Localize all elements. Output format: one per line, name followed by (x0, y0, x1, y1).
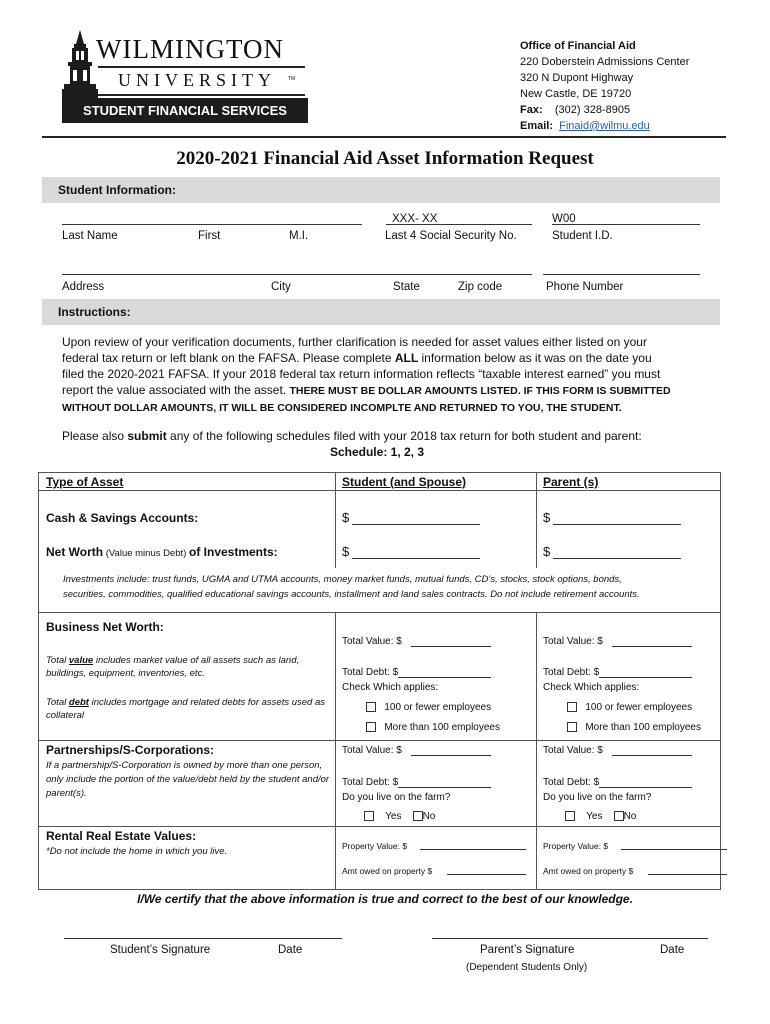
dependent-note: (Dependent Students Only) (466, 962, 588, 973)
col-divider (536, 472, 537, 568)
rental-student-owed: Amt owed on property $ (342, 866, 433, 876)
option-label: 100 or fewer employees (384, 702, 492, 713)
rental-student-owed-input[interactable] (447, 874, 526, 875)
office-address (520, 38, 689, 134)
schedules-note (62, 428, 712, 444)
no-checkbox[interactable] (614, 811, 624, 821)
ssn-line[interactable] (386, 224, 532, 225)
networth-label (46, 545, 278, 559)
instr-bold: submit (127, 429, 167, 443)
office-title: Office of Financial Aid (520, 40, 636, 52)
logo-divider (98, 66, 305, 68)
office-line2: 320 N Dupont Highway (520, 72, 634, 84)
cash-student-dollar: $ (342, 510, 350, 525)
instr-warning: THERE MUST BE DOLLAR AMOUNTS LISTED. IF THIS FORM IS SUBMITTED (289, 385, 671, 397)
field-label: Total Value: $ (342, 636, 402, 647)
partnership-parent-value: Total Value: $ (543, 745, 603, 756)
address-line[interactable] (62, 274, 532, 275)
col-header-type: Type of Asset (46, 475, 124, 489)
student-signature-label: Student’s Signature (110, 944, 211, 956)
partnership-student-value-input[interactable] (411, 755, 491, 756)
rental-heading: Rental Real Estate Values: (46, 829, 197, 843)
student-info-heading: Student Information: (42, 177, 720, 203)
business-parent-debt-input[interactable] (599, 677, 692, 678)
name-line[interactable] (62, 224, 362, 225)
business-heading: Business Net Worth: (46, 620, 164, 634)
last-name-label: Last Name (62, 230, 118, 242)
checkbox[interactable] (567, 722, 577, 732)
rental-note: *Do not include the home in which you live. (46, 846, 228, 857)
ssn-prefix: XXX- XX (392, 213, 438, 225)
state-label: State (393, 281, 420, 293)
business-student-check: Check Which applies: (342, 682, 439, 693)
instr-line-2 (62, 350, 712, 366)
instr-text: federal tax return or left blank on the FAFSA. Please complete (62, 351, 395, 365)
checkbox[interactable] (366, 722, 376, 732)
business-parent-value-input[interactable] (612, 646, 692, 647)
row-divider (38, 612, 721, 613)
col-divider (335, 612, 336, 890)
business-student-value (342, 636, 402, 647)
business-student-opt1[interactable] (366, 702, 491, 713)
no-label: No (623, 811, 637, 822)
business-value-note (46, 654, 328, 680)
networth-student-input[interactable] (352, 558, 480, 559)
networth-student-dollar: $ (342, 544, 350, 559)
partnership-heading: Partnerships/S-Corporations: (46, 743, 215, 757)
ssn-label: Last 4 Social Security No. (385, 230, 517, 242)
bell-tower-icon (62, 30, 98, 100)
business-student-debt: Total Debt: $ (342, 667, 399, 678)
rental-student-property: Property Value: $ (342, 841, 408, 851)
phone-label: Phone Number (546, 281, 624, 293)
certification-statement: I/We certify that the above information is true and correct to the best of our knowledge. (137, 892, 633, 906)
partnership-student-debt: Total Debt: $ (342, 777, 399, 788)
checkbox[interactable] (567, 702, 577, 712)
investments-note (63, 572, 713, 602)
page-title: 2020-2021 Financial Aid Asset Information Request (176, 148, 594, 169)
business-parent-value: Total Value: $ (543, 636, 603, 647)
instr-line-5 (62, 399, 712, 416)
partnership-parent-value-input[interactable] (612, 755, 692, 756)
partnership-parent-debt-input[interactable] (599, 787, 692, 788)
student-date-label: Date (278, 944, 303, 956)
networth-parent-input[interactable] (553, 558, 681, 559)
parent-signature-label: Parent’s Signature (480, 944, 575, 956)
instr-text: any of the following schedules filed with your 2018 tax return for both student and parent: (166, 429, 642, 443)
investments-note-line: Investments include: trust funds, UGMA and UTMA accounts, money market funds, mutual funds, CD’s, stocks, stock options, bonds, (63, 574, 622, 585)
partnership-parent-farm: Do you live on the farm? (543, 792, 652, 803)
yes-label: Yes (586, 811, 603, 822)
fax-label: Fax: (520, 104, 543, 116)
instructions-paragraph (62, 334, 712, 416)
student-id-label: Student I.D. (552, 230, 613, 242)
rental-parent-property-input[interactable] (621, 849, 727, 850)
schedule-list: Schedule: 1, 2, 3 (329, 445, 425, 459)
row-divider (38, 826, 721, 827)
id-line[interactable] (552, 224, 700, 225)
note-text: Total (46, 655, 69, 666)
business-student-value-input[interactable] (411, 646, 491, 647)
no-checkbox[interactable] (413, 811, 423, 821)
logo-divider-bottom (98, 94, 305, 96)
first-name-label: First (198, 230, 221, 242)
instr-bold: ALL (394, 351, 419, 365)
instr-line-4 (62, 382, 712, 399)
partnership-student-debt-input[interactable] (398, 787, 491, 788)
note-emph: value (68, 655, 94, 666)
logo-band: STUDENT FINANCIAL SERVICES (62, 98, 308, 123)
email-link[interactable]: Finaid@wilmu.edu (559, 120, 650, 132)
investments-note-line: securities, commodities, qualified educational savings accounts, installment and land sales contracts. Do not include retirement accounts. (63, 589, 640, 600)
row-divider (38, 740, 721, 741)
logo-wordmark: WILMINGTON (96, 34, 284, 64)
networth-bold: Net Worth (46, 545, 104, 559)
yes-checkbox[interactable] (364, 811, 374, 821)
partnership-student-value: Total Value: $ (342, 745, 402, 756)
parent-date-label: Date (660, 944, 685, 956)
note-text: includes mortgage and related debts for assets used as collateral (46, 697, 326, 721)
header-rule (42, 136, 726, 138)
partnership-parent-yesno[interactable] (565, 811, 636, 822)
instr-warning-2: WITHOUT DOLLAR AMOUNTS, IT WILL BE CONSIDERED INCOMPLTE AND RETURNED TO YOU, THE STUDENT. (62, 402, 622, 414)
col-divider (536, 612, 537, 890)
option-label: More than 100 employees (384, 722, 500, 733)
yes-label: Yes (385, 811, 402, 822)
fax-number: (302) 328-8905 (554, 104, 631, 116)
no-label: No (422, 811, 436, 822)
instr-text: information below as it was on the date you (418, 351, 652, 365)
networth-bold-2: of Investments: (189, 545, 278, 559)
cash-parent-dollar: $ (543, 510, 551, 525)
business-student-opt2[interactable] (366, 722, 500, 733)
student-signature-line[interactable] (64, 938, 342, 939)
logo-university: UNIVERSITY (118, 70, 276, 90)
business-debt-note (46, 696, 328, 722)
parent-signature-line[interactable] (432, 938, 708, 939)
note-text: includes market value of all assets such as land, buildings, equipment, inventories, etc. (46, 655, 300, 679)
col-header-parent: Parent (s) (543, 475, 599, 489)
option-label: More than 100 employees (585, 722, 701, 733)
option-label: 100 or fewer employees (585, 702, 693, 713)
instr-text: report the value associated with the asset. (62, 383, 290, 397)
cash-parent-input[interactable] (553, 524, 681, 525)
col-header-student: Student (and Spouse) (342, 475, 466, 489)
cash-label: Cash & Savings Accounts: (46, 511, 199, 525)
row-divider (38, 490, 721, 491)
note-text: Total (46, 697, 69, 708)
partnership-note: If a partnership/S-Corporation is owned by more than one person, only include the portion of the value/debt held by the student and/or parent(s). (46, 760, 330, 799)
instr-text: Please also (62, 429, 128, 443)
office-line3: New Castle, DE 19720 (520, 88, 632, 100)
zip-label: Zip code (458, 281, 503, 293)
instr-line-3: filed the 2020-2021 FAFSA. If your 2018 federal tax return information reflects “taxable interest earned” you must (62, 367, 661, 381)
business-parent-opt1[interactable] (567, 702, 692, 713)
instr-line-1: Upon review of your verification documents, further clarification is needed for asset values either listed on your (62, 335, 647, 349)
business-parent-debt: Total Debt: $ (543, 667, 600, 678)
partnership-student-farm: Do you live on the farm? (342, 792, 451, 803)
rental-parent-owed-input[interactable] (648, 874, 727, 875)
asset-table (38, 472, 721, 890)
id-prefix: W00 (552, 213, 576, 225)
networth-small: (Value minus Debt) (103, 548, 189, 559)
yes-checkbox[interactable] (565, 811, 575, 821)
office-line1: 220 Doberstein Admissions Center (520, 56, 690, 68)
partnership-student-yesno[interactable] (364, 811, 435, 822)
cash-student-input[interactable] (352, 524, 480, 525)
rental-parent-owed: Amt owed on property $ (543, 866, 634, 876)
mi-label: M.I. (289, 230, 309, 242)
rental-parent-property: Property Value: $ (543, 841, 609, 851)
partnership-parent-debt: Total Debt: $ (543, 777, 600, 788)
business-student-debt-input[interactable] (398, 677, 491, 678)
logo-tm: TM (288, 76, 296, 82)
checkbox[interactable] (366, 702, 376, 712)
networth-parent-dollar: $ (543, 544, 551, 559)
col-divider (335, 472, 336, 568)
note-emph: debt (68, 697, 89, 708)
rental-student-property-input[interactable] (420, 849, 526, 850)
email-label: Email: (520, 120, 554, 132)
phone-line[interactable] (543, 274, 700, 275)
business-parent-opt2[interactable] (567, 722, 701, 733)
city-label: City (271, 281, 291, 293)
address-label: Address (62, 281, 105, 293)
instructions-heading: Instructions: (42, 299, 720, 325)
business-parent-check: Check Which applies: (543, 682, 640, 693)
